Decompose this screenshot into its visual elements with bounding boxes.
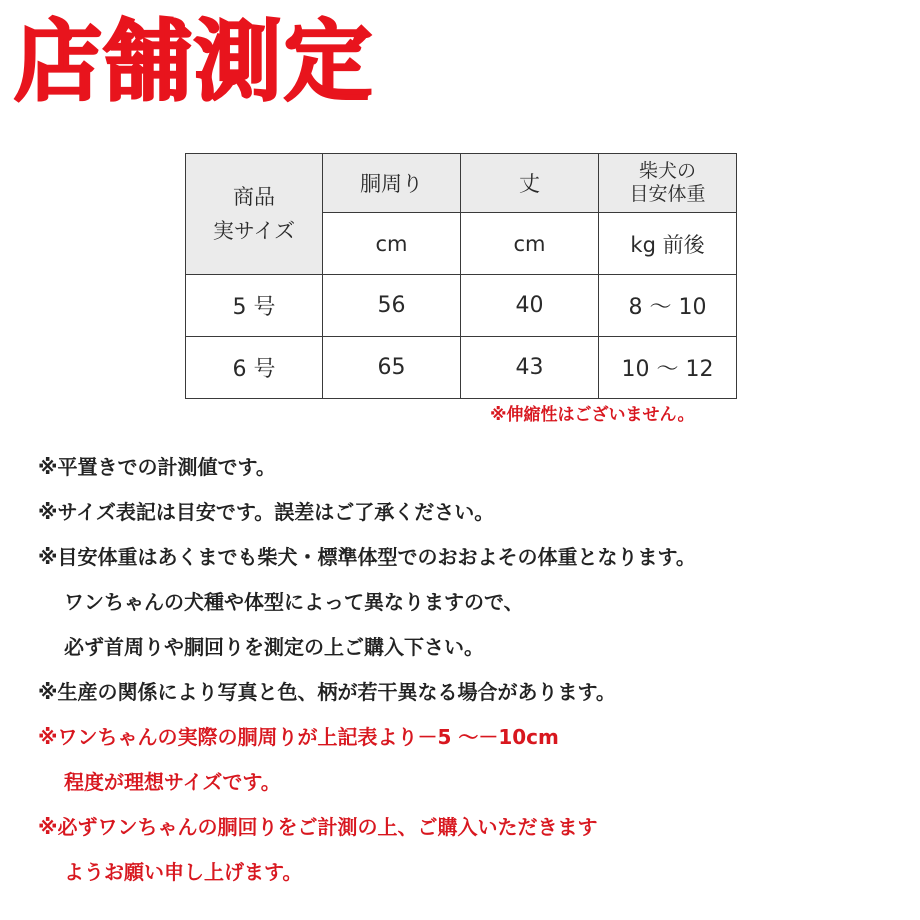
unit-length: cm [461, 213, 599, 275]
weight-cell: 10 ～ 12 [599, 337, 737, 399]
header-weight-line1: 柴犬の [638, 160, 696, 182]
table-row [186, 275, 737, 337]
girth-cell: 56 [323, 275, 461, 337]
note-item: ※生産の関係により写真と色、柄が若干異なる場合があります。 [38, 680, 616, 704]
corner-label-product: 商品 [233, 185, 275, 209]
note-item-red: 程度が理想サイズです。 [64, 770, 281, 794]
note-item: ※サイズ表記は目安です。誤差はご了承ください。 [38, 500, 495, 524]
header-length: 丈 [461, 154, 599, 213]
notes-list [38, 445, 908, 895]
size-cell: 6 号 [186, 337, 323, 399]
table-corner-cell [186, 154, 323, 275]
size-chart-table [185, 153, 737, 399]
unit-weight: kg 前後 [599, 213, 737, 275]
length-cell: 43 [461, 337, 599, 399]
size-cell: 5 号 [186, 275, 323, 337]
page-title: 店舗測定 [14, 10, 375, 113]
length-cell: 40 [461, 275, 599, 337]
girth-cell: 65 [323, 337, 461, 399]
header-weight [599, 154, 737, 213]
note-item: 必ず首周りや胴回りを測定の上ご購入下さい。 [64, 635, 484, 659]
table-header-row [186, 154, 737, 213]
table-row [186, 337, 737, 399]
corner-label-actual-size: 実サイズ [212, 219, 296, 243]
note-item: ※平置きでの計測値です。 [38, 455, 276, 479]
stretch-note: ※伸縮性はございません。 [490, 405, 695, 425]
note-item: ※目安体重はあくまでも柴犬・標準体型でのおおよその体重となります。 [38, 545, 696, 569]
unit-girth: cm [323, 213, 461, 275]
note-item-red: ※必ずワンちゃんの胴回りをご計測の上、ご購入いただきます [38, 815, 598, 839]
note-item: ワンちゃんの犬種や体型によって異なりますので、 [64, 590, 524, 614]
header-girth: 胴周り [323, 154, 461, 213]
weight-cell: 8 ～ 10 [599, 275, 737, 337]
header-weight-line2: 目安体重 [629, 183, 706, 205]
note-item-red: ※ワンちゃんの実際の胴周りが上記表より－5 ～－10cm [38, 725, 559, 749]
note-item-red: ようお願い申し上げます。 [64, 860, 303, 884]
